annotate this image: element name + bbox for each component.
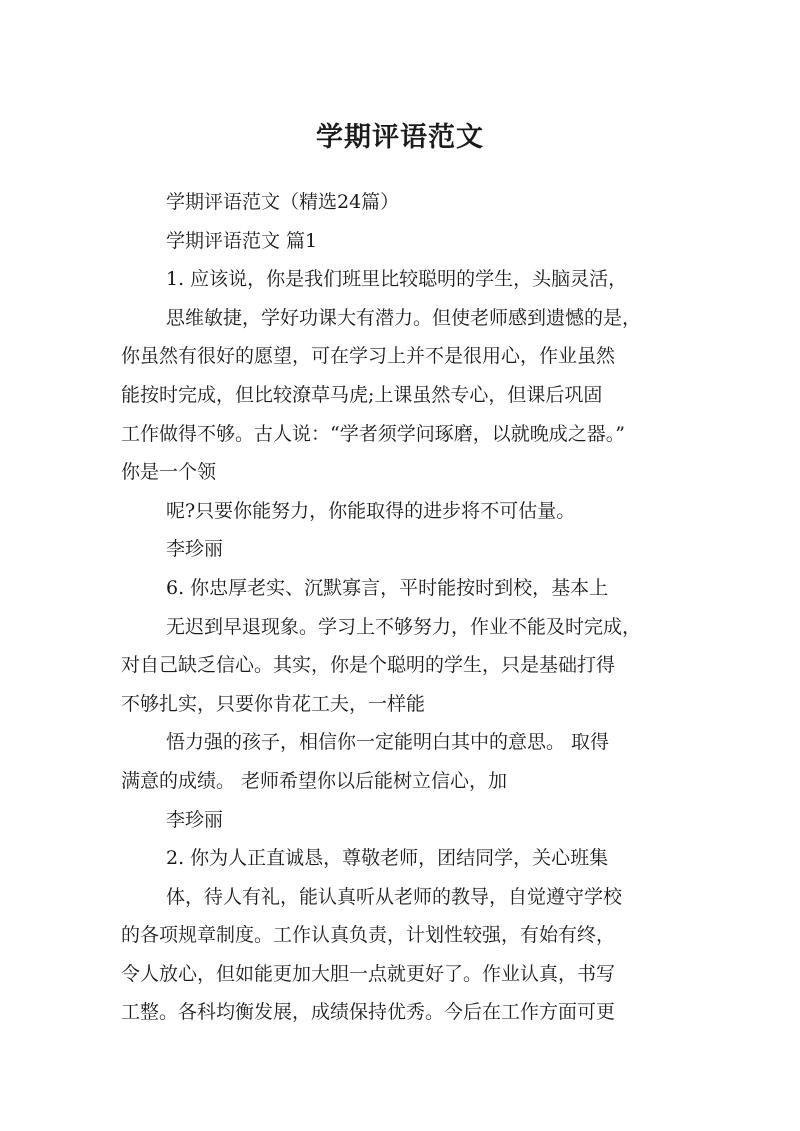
text-line: 的各项规章制度。工作认真负责，计划性较强，有始有终， [121,924,616,947]
text-line: 呢?只要你能努力，你能取得的进步将不可估量。 [166,499,576,522]
text-line: 不够扎实，只要你肯花工夫，一样能 [121,692,426,715]
text-line: 李珍丽 [166,808,224,831]
text-line: 工作做得不够。古人说：“学者须学问琢磨，以就晚成之器。” [121,422,625,445]
text-line: 体，待人有礼，能认真听从老师的教导，自觉遵守学校 [166,885,623,908]
text-line: 能按时完成，但比较潦草马虎;上课虽然专心，但课后巩固 [121,383,603,406]
text-line: 满意的成绩。 老师希望你以后能树立信心，加 [121,769,508,792]
text-line: 1. 应该说，你是我们班里比较聪明的学生，头脑灵活， [166,268,628,291]
text-line: 学期评语范文 篇1 [166,229,318,252]
text-line: 工整。各科均衡发展，成绩保持优秀。今后在工作方面可更 [121,1001,616,1024]
text-line: 你虽然有很好的愿望，可在学习上并不是很用心，作业虽然 [121,345,616,368]
text-line: 令人放心，但如能更加大胆一点就更好了。作业认真，书写 [121,962,616,985]
text-line: 2. 你为人正直诚恳，尊敬老师，团结同学，关心班集 [166,847,609,870]
text-line: 6. 你忠厚老实、沉默寡言，平时能按时到校，基本上 [166,576,609,599]
text-line: 李珍丽 [166,538,224,561]
text-line: 对自己缺乏信心。其实，你是个聪明的学生，只是基础打得 [121,654,616,677]
text-line: 思维敏捷，学好功课大有潜力。但使老师感到遗憾的是， [166,306,642,329]
text-line: 无迟到早退现象。学习上不够努力，作业不能及时完成， [166,615,642,638]
text-line: 悟力强的孩子，相信你一定能明白其中的意思。 取得 [166,731,610,754]
text-line: 学期评语范文（精选24篇） [166,191,400,213]
text-line: 你是一个领 [121,461,217,484]
page-title: 学期评语范文 [316,122,484,154]
document-body [121,183,681,1032]
